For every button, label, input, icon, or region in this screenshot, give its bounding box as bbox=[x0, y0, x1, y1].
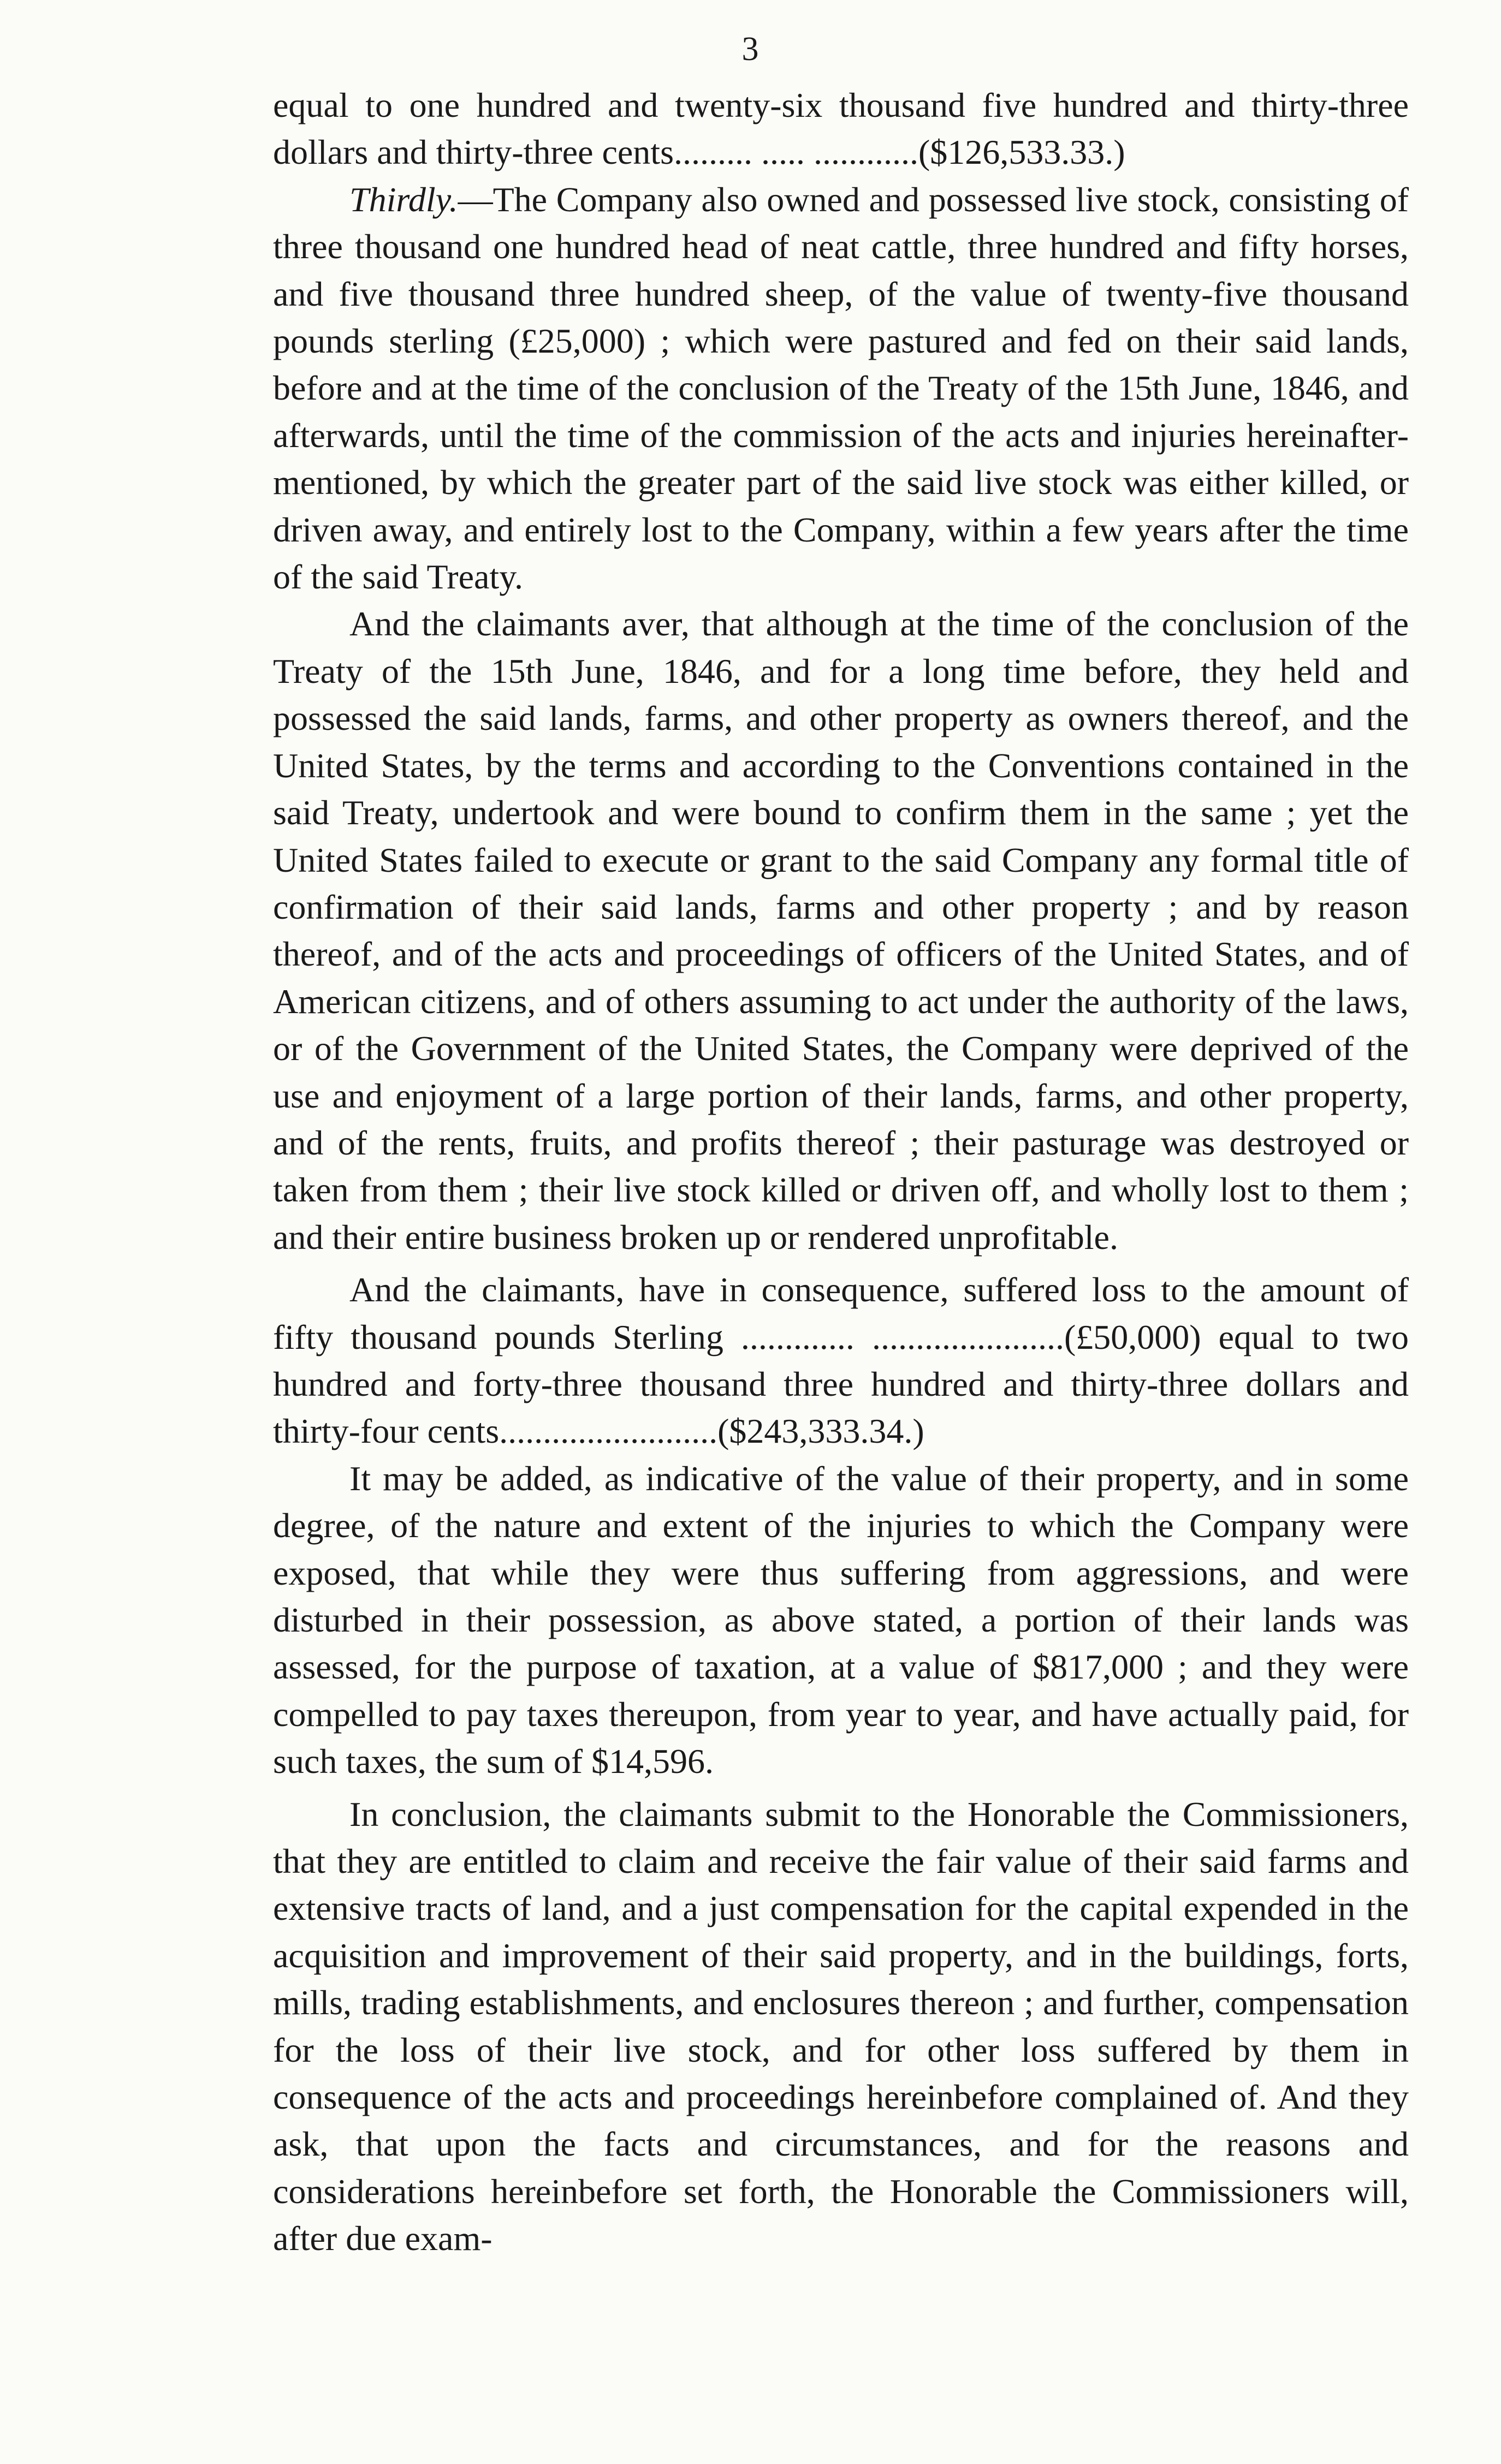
paragraph-conclusion: In conclusion, the claimants submit to the Honorable the Commissioners, that they are entitled to claim and receive the fair value of their said farms and extensive tracts of land, and a just compensation for the capital expended in the acquisition and improvement of their said property, and in the buildings, forts, mills, trading establishments, and enclosures thereon ; and further, compensation for the loss of their live stock, and for other loss suffered by them in consequence of the acts and proceedings hereinbefore complained of. And they ask, that upon the facts and circumstances, and for the reasons and considerations hereinbefore set forth, the Honorable the Commissioners will, after due exam- bbox=[273, 1794, 1409, 2258]
page-number: 3 bbox=[741, 31, 760, 68]
paragraph-lead-thirdly: Thirdly. bbox=[349, 180, 458, 219]
document-body bbox=[273, 82, 1409, 2263]
paragraph-continued-amount: equal to one hundred and twenty-six thousand five hundred and thirty-three dollars and thirty-three cents......... ..... ............($126,533.33.) bbox=[273, 86, 1409, 172]
paragraph-taxation: It may be added, as indicative of the value of their property, and in some degree, of the nature and extent of the injuries to which the Company were exposed, that while they were thus suffering from aggressions, and were disturbed in their possession, as above stated, a portion of their lands was assessed, for the purpose of taxation, at a value of $817,000 ; and they were compelled to pay taxes thereupon, from year to year, and have actually paid, for such taxes, the sum of $14,596. bbox=[273, 1459, 1409, 1781]
paragraph-claimants-aver: And the claimants aver, that although at the time of the conclusion of the Treaty of the 15th June, 1846, and for a long time before, they held and possessed the said lands, farms, and other property as owners thereof, and the United States, by the terms and according to the Conventions contained in the said Treaty, undertook and were bound to confirm them in the same ; yet the United States failed to execute or grant to the said Company any formal title of confirmation of their said lands, farms and other property ; and by reason thereof, and of the acts and proceedings of officers of the United States, and of American citizens, and of others assuming to act under the authority of the laws, or of the Government of the United States, the Company were deprived of the use and enjoyment of a large portion of their lands, farms, and other property, and of the rents, fruits, and profits thereof ; their pasturage was destroyed or taken from them ; their live stock killed or driven off, and wholly lost to them ; and their entire business broken up or rendered unprofitable. bbox=[273, 604, 1409, 1257]
paragraph-thirdly bbox=[273, 176, 1409, 601]
paragraph-loss-amount: And the claimants, have in consequence, suffered loss to the amount of fifty thousand pounds Sterling ............. ......................(£50,000) equal to two hundred and forty-three thousand three hundred and thirty-three dollars and thirty-four cents.........................($243,333.34.) bbox=[273, 1270, 1409, 1451]
paragraph-text-thirdly: —The Company also owned and possessed live stock, consisting of three thousand one hundred head of neat cattle, three hundred and fifty horses, and five thousand three hundred sheep, of the value of twenty-five thousand pounds sterling (£25,000) ; which were pastured and fed on their said lands, before and at the time of the conclusion of the Treaty of the 15th June, 1846, and afterwards, until the time of the commission of the acts and injuries hereinafter- mentioned, by which the greater part of the said live stock was either killed, or driven away, and entirely lost to the Company, within a few years after the time of the said Treaty. bbox=[273, 180, 1409, 597]
